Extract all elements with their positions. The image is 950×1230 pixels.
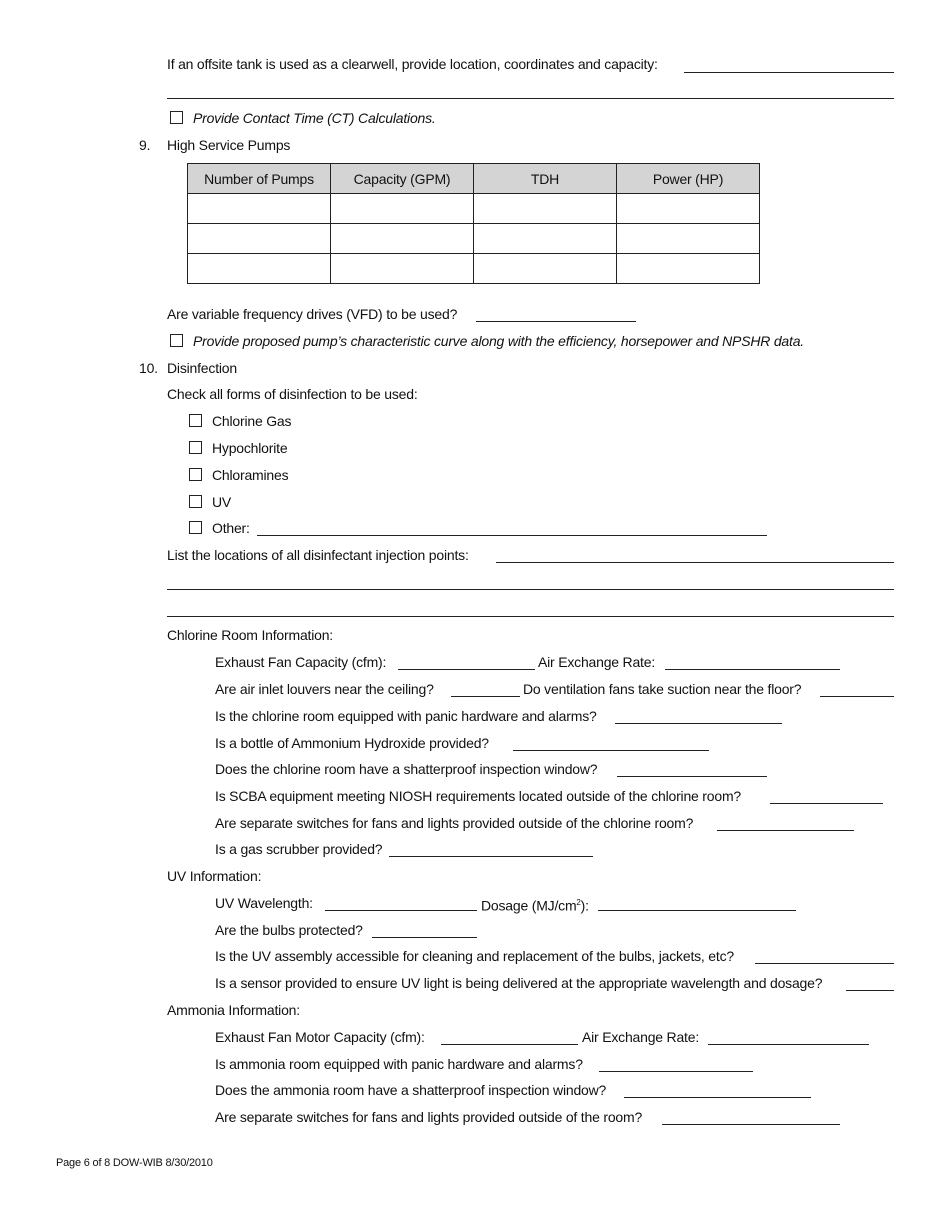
chlorine-exhaust-fan-label: Exhaust Fan Capacity (cfm): <box>215 654 387 670</box>
table-row <box>188 254 760 284</box>
table-cell[interactable] <box>188 254 331 284</box>
vfd-label: Are variable frequency drives (VFD) to be used? <box>167 306 458 322</box>
table-cell[interactable] <box>188 194 331 224</box>
table-cell[interactable] <box>331 224 474 254</box>
ammonia-panic-label: Is ammonia room equipped with panic hardware and alarms? <box>215 1056 583 1072</box>
hypochlorite-checkbox[interactable] <box>189 441 202 454</box>
injection-points-field-line2[interactable] <box>167 589 894 590</box>
uv-assembly-field[interactable] <box>755 963 894 964</box>
ammonia-switches-label: Are separate switches for fans and lights provided outside of the room? <box>215 1109 643 1125</box>
scrubber-label: Is a gas scrubber provided? <box>215 841 383 857</box>
section-10-title: Disinfection <box>167 360 237 376</box>
chlorine-gas-checkbox[interactable] <box>189 414 202 427</box>
offsite-tank-field[interactable] <box>684 72 894 73</box>
ct-calculations-checkbox[interactable] <box>170 111 183 124</box>
uv-sensor-label: Is a sensor provided to ensure UV light is being delivered at the appropriate wavelength and dosage? <box>215 975 823 991</box>
bulbs-label: Are the bulbs protected? <box>215 922 363 938</box>
ammonia-exhaust-fan-label: Exhaust Fan Motor Capacity (cfm): <box>215 1029 425 1045</box>
other-checkbox[interactable] <box>189 521 202 534</box>
ventilation-label: Do ventilation fans take suction near the floor? <box>523 681 802 697</box>
offsite-tank-field-line2[interactable] <box>167 98 894 99</box>
ventilation-field[interactable] <box>820 696 894 697</box>
table-header-capacity: Capacity (GPM) <box>331 164 474 194</box>
injection-points-field-line3[interactable] <box>167 616 894 617</box>
section-9-number: 9. <box>139 137 151 153</box>
chloramines-checkbox[interactable] <box>189 468 202 481</box>
uv-wavelength-label: UV Wavelength: <box>215 895 313 911</box>
chloramines-label: Chloramines <box>212 467 289 483</box>
chlorine-panic-field[interactable] <box>615 723 782 724</box>
uv-assembly-label: Is the UV assembly accessible for cleaning and replacement of the bulbs, jackets, etc? <box>215 948 734 964</box>
ammonia-exhaust-fan-field[interactable] <box>441 1044 578 1045</box>
table-cell[interactable] <box>617 194 760 224</box>
high-service-pumps-table <box>187 163 760 284</box>
table-cell[interactable] <box>617 224 760 254</box>
uv-label: UV <box>212 494 232 510</box>
ct-calculations-label: Provide Contact Time (CT) Calculations. <box>193 110 436 126</box>
table-cell[interactable] <box>331 194 474 224</box>
uv-heading: UV Information: <box>167 868 262 884</box>
louvers-field[interactable] <box>451 696 520 697</box>
scba-field[interactable] <box>770 803 883 804</box>
ammonium-label: Is a bottle of Ammonium Hydroxide provided? <box>215 735 489 751</box>
table-cell[interactable] <box>474 224 617 254</box>
section-9-title: High Service Pumps <box>167 137 291 153</box>
injection-points-field[interactable] <box>496 562 894 563</box>
ammonia-air-exchange-label: Air Exchange Rate: <box>582 1029 700 1045</box>
section-10-number: 10. <box>139 360 158 376</box>
table-cell[interactable] <box>474 254 617 284</box>
chlorine-room-heading: Chlorine Room Information: <box>167 627 333 643</box>
page-footer: Page 6 of 8 DOW-WIB 8/30/2010 <box>56 1157 213 1169</box>
uv-sensor-field[interactable] <box>846 990 894 991</box>
scrubber-field[interactable] <box>389 856 593 857</box>
chlorine-exhaust-fan-field[interactable] <box>398 669 535 670</box>
table-cell[interactable] <box>617 254 760 284</box>
other-field[interactable] <box>257 535 767 536</box>
other-label: Other: <box>212 520 250 536</box>
chlorine-air-exchange-label: Air Exchange Rate: <box>538 654 656 670</box>
injection-points-label: List the locations of all disinfectant injection points: <box>167 547 469 563</box>
uv-dosage-label: Dosage $(MJ/cm^2)$: <box>481 897 589 914</box>
ammonia-air-exchange-field[interactable] <box>708 1044 869 1045</box>
uv-checkbox[interactable] <box>189 495 202 508</box>
chlorine-window-field[interactable] <box>617 776 767 777</box>
ammonium-field[interactable] <box>513 750 709 751</box>
ammonia-panic-field[interactable] <box>599 1071 753 1072</box>
pump-curve-label: Provide proposed pump’s characteristic curve along with the efficiency, horsepower and NPSHR data. <box>193 333 804 349</box>
chlorine-gas-label: Chlorine Gas <box>212 413 292 429</box>
ammonia-switches-field[interactable] <box>662 1124 840 1125</box>
table-header-tdh: TDH <box>474 164 617 194</box>
ammonia-window-field[interactable] <box>624 1097 811 1098</box>
table-cell[interactable] <box>188 224 331 254</box>
chlorine-switches-label: Are separate switches for fans and lights provided outside of the chlorine room? <box>215 815 694 831</box>
hypochlorite-label: Hypochlorite <box>212 440 288 456</box>
chlorine-switches-field[interactable] <box>717 830 854 831</box>
table-cell[interactable] <box>474 194 617 224</box>
table-header-power: Power (HP) <box>617 164 760 194</box>
table-row <box>188 194 760 224</box>
table-row <box>188 224 760 254</box>
check-all-label: Check all forms of disinfection to be used: <box>167 386 418 402</box>
scba-label: Is SCBA equipment meeting NIOSH requirements located outside of the chlorine room? <box>215 788 741 804</box>
chlorine-air-exchange-field[interactable] <box>665 669 840 670</box>
vfd-field[interactable] <box>476 321 636 322</box>
uv-dosage-field[interactable] <box>598 910 796 911</box>
bulbs-field[interactable] <box>372 937 477 938</box>
offsite-tank-label: If an offsite tank is used as a clearwell, provide location, coordinates and capacity: <box>167 56 658 72</box>
table-header-number-of-pumps: Number of Pumps <box>188 164 331 194</box>
ammonia-heading: Ammonia Information: <box>167 1002 300 1018</box>
louvers-label: Are air inlet louvers near the ceiling? <box>215 681 434 697</box>
pump-curve-checkbox[interactable] <box>170 334 183 347</box>
uv-wavelength-field[interactable] <box>325 910 477 911</box>
chlorine-window-label: Does the chlorine room have a shatterproof inspection window? <box>215 761 598 777</box>
table-cell[interactable] <box>331 254 474 284</box>
ammonia-window-label: Does the ammonia room have a shatterproof inspection window? <box>215 1082 607 1098</box>
chlorine-panic-label: Is the chlorine room equipped with panic hardware and alarms? <box>215 708 597 724</box>
